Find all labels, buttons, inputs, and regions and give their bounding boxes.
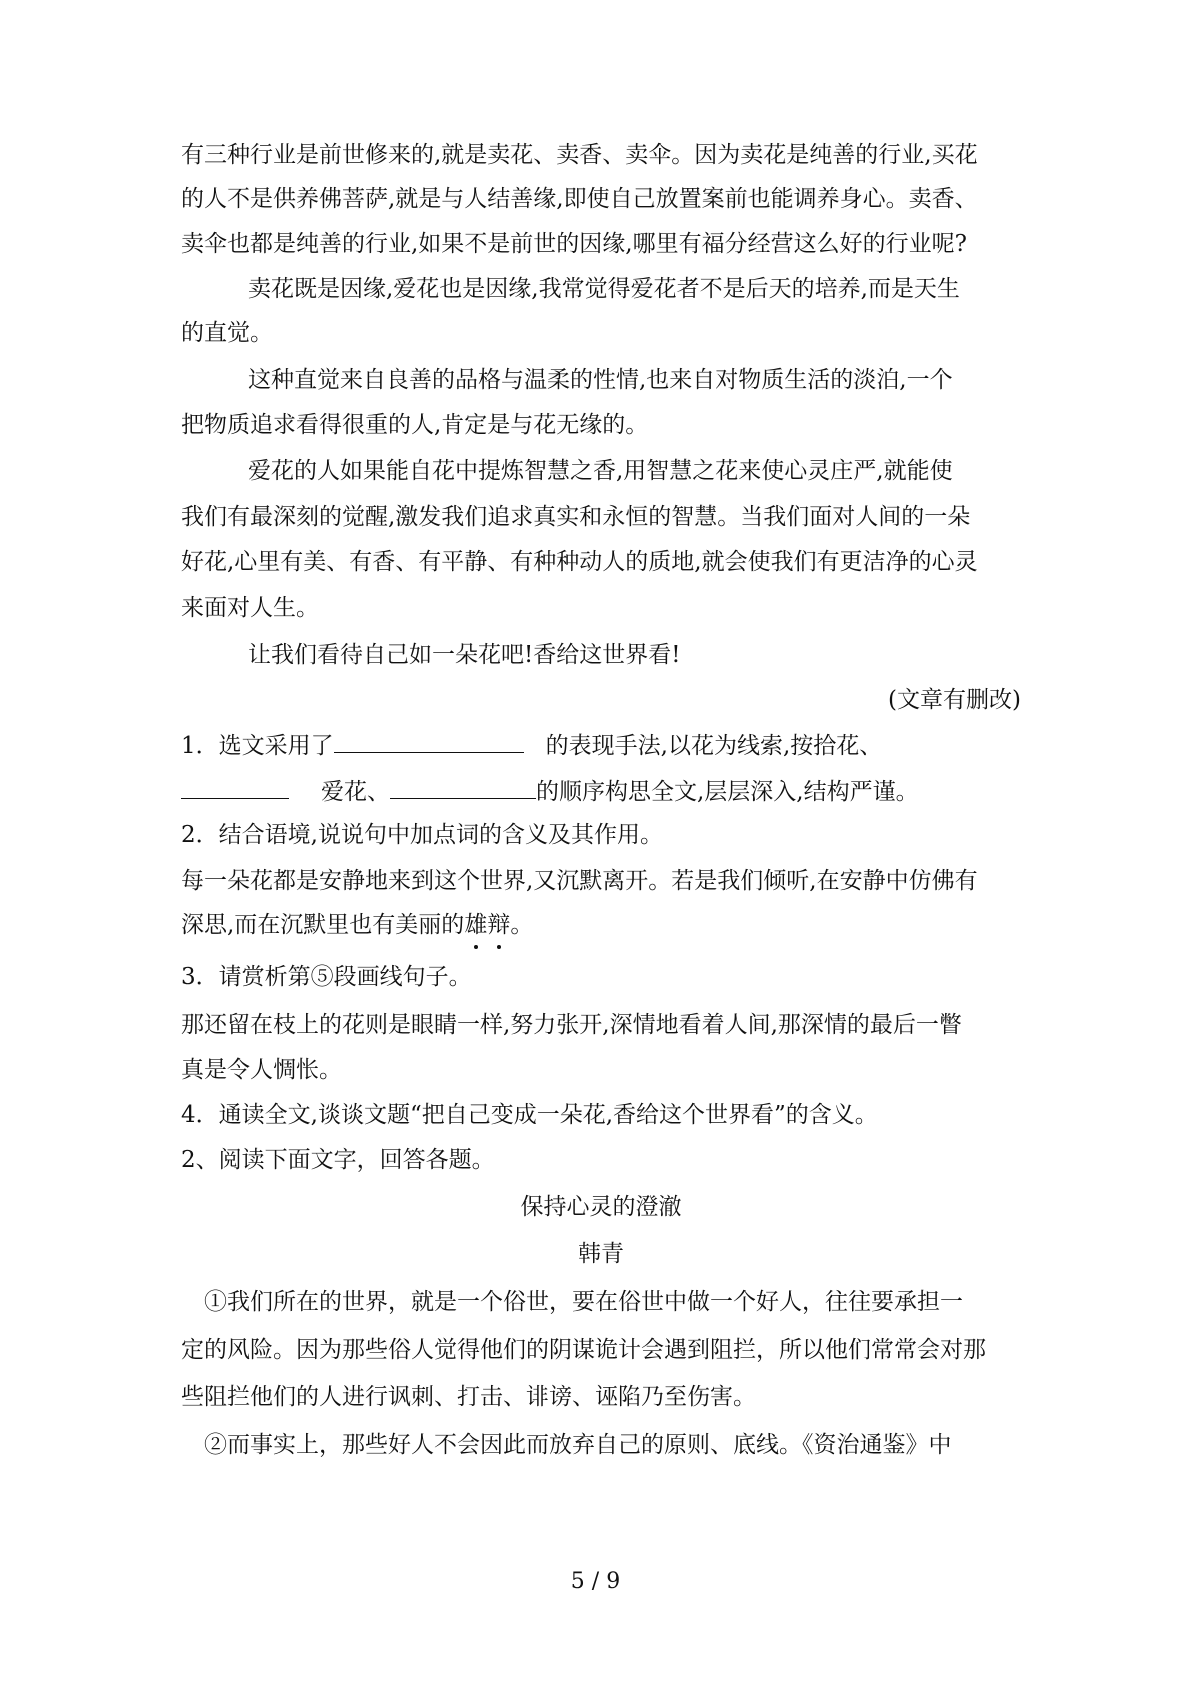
question-1-text-b: 的表现手法,以花为线索,按拾花、 [545,733,883,759]
question-1-line-2 [181,776,1021,807]
question-1-text-c: 爱花、 [321,779,390,805]
section-2-heading: 2、阅读下面文字，回答各题。 [181,1147,495,1173]
source-note: (文章有删改) [888,687,1021,713]
passage-line: 好花,心里有美、有香、有平静、有种种动人的质地,就会使我们有更洁净的心灵 [181,549,978,575]
question-3-quote-line: 真是令人惆怅。 [181,1057,342,1083]
passage-line: 卖花既是因缘,爱花也是因缘,我常觉得爱花者不是后天的培养,而是天生 [248,276,960,302]
answer-blank[interactable] [334,730,524,753]
dotted-word-char: 辩 [487,912,511,938]
question-3-quote-line: 那还留在枝上的花则是眼睛一样,努力张开,深情地看着人间,那深情的最后一瞥 [181,1012,962,1038]
answer-blank[interactable] [181,776,289,799]
question-1-text-a: 1．选文采用了 [181,733,334,759]
question-2-quote-line: 每一朵花都是安静地来到这个世界,又沉默离开。若是我们倾听,在安静中仿佛有 [181,868,978,894]
passage-line: 有三种行业是前世修来的,就是卖花、卖香、卖伞。因为卖花是纯善的行业,买花 [181,142,978,168]
question-1-text-d: 的顺序构思全文,层层深入,结构严谨。 [536,779,919,805]
question-4-prompt: 4．通读全文,谈谈文题“把自己变成一朵花,香给这个世界看”的含义。 [181,1102,878,1128]
dotted-word-char: 雄 [464,912,488,938]
article-paragraph-line: 些阻拦他们的人进行讽刺、打击、诽谤、诬陷乃至伤害。 [181,1384,756,1410]
question-1-line-1 [181,730,1021,761]
passage-line: 把物质追求看得很重的人,肯定是与花无缘的。 [181,412,649,438]
passage-line: 爱花的人如果能自花中提炼智慧之香,用智慧之花来使心灵庄严,就能使 [248,458,953,484]
article-paragraph-line: ①我们所在的世界，就是一个俗世，要在俗世中做一个好人，往往要承担一 [204,1289,963,1315]
passage-line: 我们有最深刻的觉醒,激发我们追求真实和永恒的智慧。当我们面对人间的一朵 [181,504,971,530]
article-author: 韩青 [578,1241,624,1267]
passage-line: 让我们看待自己如一朵花吧!香给这世界看! [248,642,681,668]
article-title: 保持心灵的澄澈 [520,1194,682,1220]
passage-line: 的人不是供养佛菩萨,就是与人结善缘,即使自己放置案前也能调养身心。卖香、 [181,186,978,212]
question-2-quote-line: 深思,而在沉默里也有美丽的雄辩。 [181,912,534,938]
passage-line: 来面对人生。 [181,595,319,621]
question-3-prompt: 3．请赏析第⑤段画线句子。 [181,964,472,990]
page-number: 5 / 9 [570,1569,621,1594]
passage-line: 卖伞也都是纯善的行业,如果不是前世的因缘,哪里有福分经营这么好的行业呢? [181,231,967,257]
article-paragraph-line: ②而事实上，那些好人不会因此而放弃自己的原则、底线。《资治通鉴》中 [204,1432,952,1458]
passage-line: 的直觉。 [181,320,273,346]
question-2-prompt: 2．结合语境,说说句中加点词的含义及其作用。 [181,822,663,848]
article-paragraph-line: 定的风险。因为那些俗人觉得他们的阴谋诡计会遇到阻拦，所以他们常常会对那 [181,1337,986,1363]
answer-blank[interactable] [390,776,536,799]
passage-line: 这种直觉来自良善的品格与温柔的性情,也来自对物质生活的淡泊,一个 [248,367,953,393]
